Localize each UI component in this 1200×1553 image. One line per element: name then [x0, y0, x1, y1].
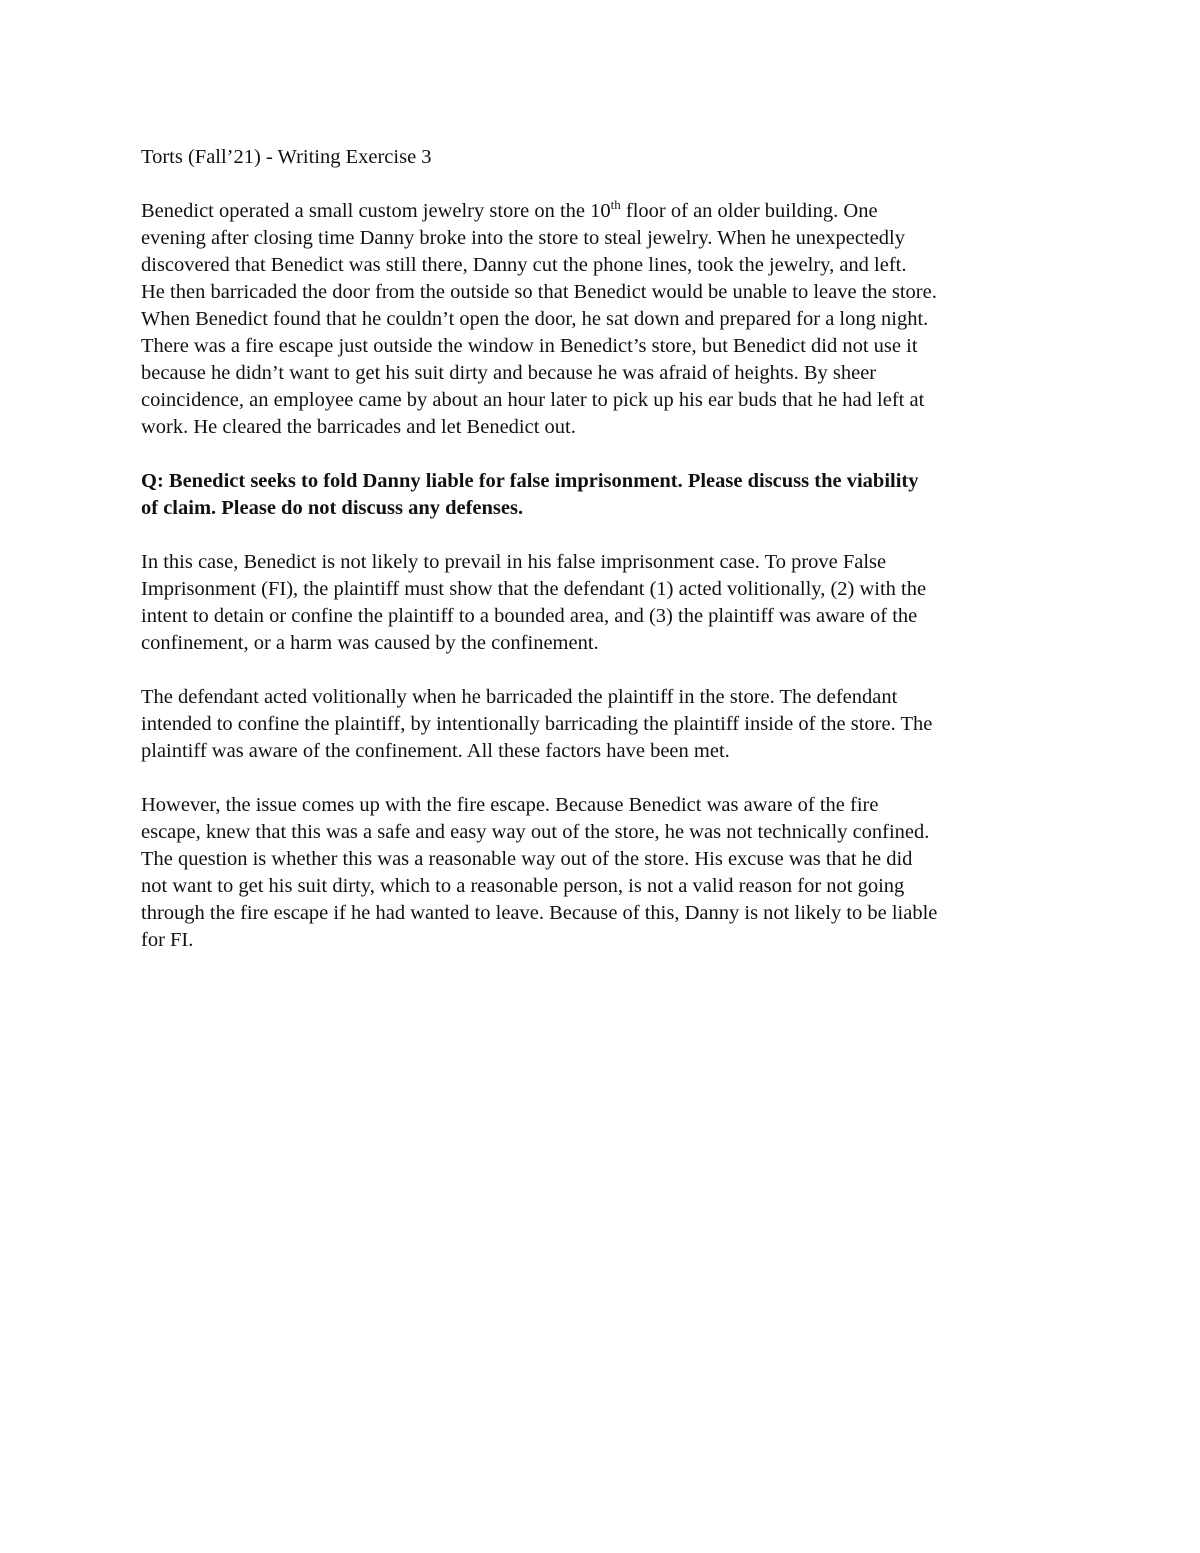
facts-line: When Benedict found that he couldn’t open the door, he sat down and prepared for a long night.: [141, 308, 929, 330]
facts-line: [141, 198, 1071, 225]
answer-line: The defendant acted volitionally when he barricaded the plaintiff in the store. The defendant: [141, 686, 898, 708]
answer-paragraph-1: [141, 549, 1071, 657]
facts-line: He then barricaded the door from the outside so that Benedict would be unable to leave the store.: [141, 281, 937, 303]
facts-line: coincidence, an employee came by about an hour later to pick up his ear buds that he had left at: [141, 389, 925, 411]
answer-paragraph-3: [141, 792, 1071, 954]
answer-line: not want to get his suit dirty, which to a reasonable person, is not a valid reason for not going: [141, 875, 905, 897]
document-page: [141, 144, 1071, 981]
answer-line: intent to detain or confine the plaintiff to a bounded area, and (3) the plaintiff was aware of the: [141, 605, 918, 627]
answer-line: confinement, or a harm was caused by the confinement.: [141, 632, 599, 654]
facts-line: discovered that Benedict was still there, Danny cut the phone lines, took the jewelry, and left.: [141, 254, 907, 276]
answer-line: In this case, Benedict is not likely to prevail in his false imprisonment case. To prove False: [141, 551, 887, 573]
superscript-th: th: [610, 197, 621, 213]
facts-line-text: Benedict operated a small custom jewelry store on the 10: [141, 200, 611, 222]
answer-line: escape, knew that this was a safe and easy way out of the store, he was not technically confined.: [141, 821, 930, 843]
facts-paragraph: [141, 198, 1071, 441]
answer-line: However, the issue comes up with the fire escape. Because Benedict was aware of the fire: [141, 794, 879, 816]
answer-line: The question is whether this was a reasonable way out of the store. His excuse was that he did: [141, 848, 913, 870]
answer-line: for FI.: [141, 929, 194, 951]
document-title: Torts (Fall’21) - Writing Exercise 3: [141, 146, 432, 168]
question-line: of claim. Please do not discuss any defenses.: [141, 497, 524, 519]
question-paragraph: [141, 468, 1071, 522]
facts-line: evening after closing time Danny broke into the store to steal jewelry. When he unexpectedly: [141, 227, 905, 249]
facts-line: work. He cleared the barricades and let Benedict out.: [141, 416, 576, 438]
answer-line: Imprisonment (FI), the plaintiff must show that the defendant (1) acted volitionally, (2) with the: [141, 578, 927, 600]
facts-line: There was a fire escape just outside the window in Benedict’s store, but Benedict did not use it: [141, 335, 918, 357]
answer-paragraph-2: [141, 684, 1071, 765]
facts-line-text: floor of an older building. One: [620, 200, 878, 222]
answer-line: through the fire escape if he had wanted to leave. Because of this, Danny is not likely to be liable: [141, 902, 938, 924]
answer-line: plaintiff was aware of the confinement. All these factors have been met.: [141, 740, 730, 762]
answer-line: intended to confine the plaintiff, by intentionally barricading the plaintiff inside of the store. The: [141, 713, 933, 735]
facts-line: because he didn’t want to get his suit dirty and because he was afraid of heights. By sheer: [141, 362, 877, 384]
question-line: Q: Benedict seeks to fold Danny liable for false imprisonment. Please discuss the viability: [141, 470, 919, 492]
